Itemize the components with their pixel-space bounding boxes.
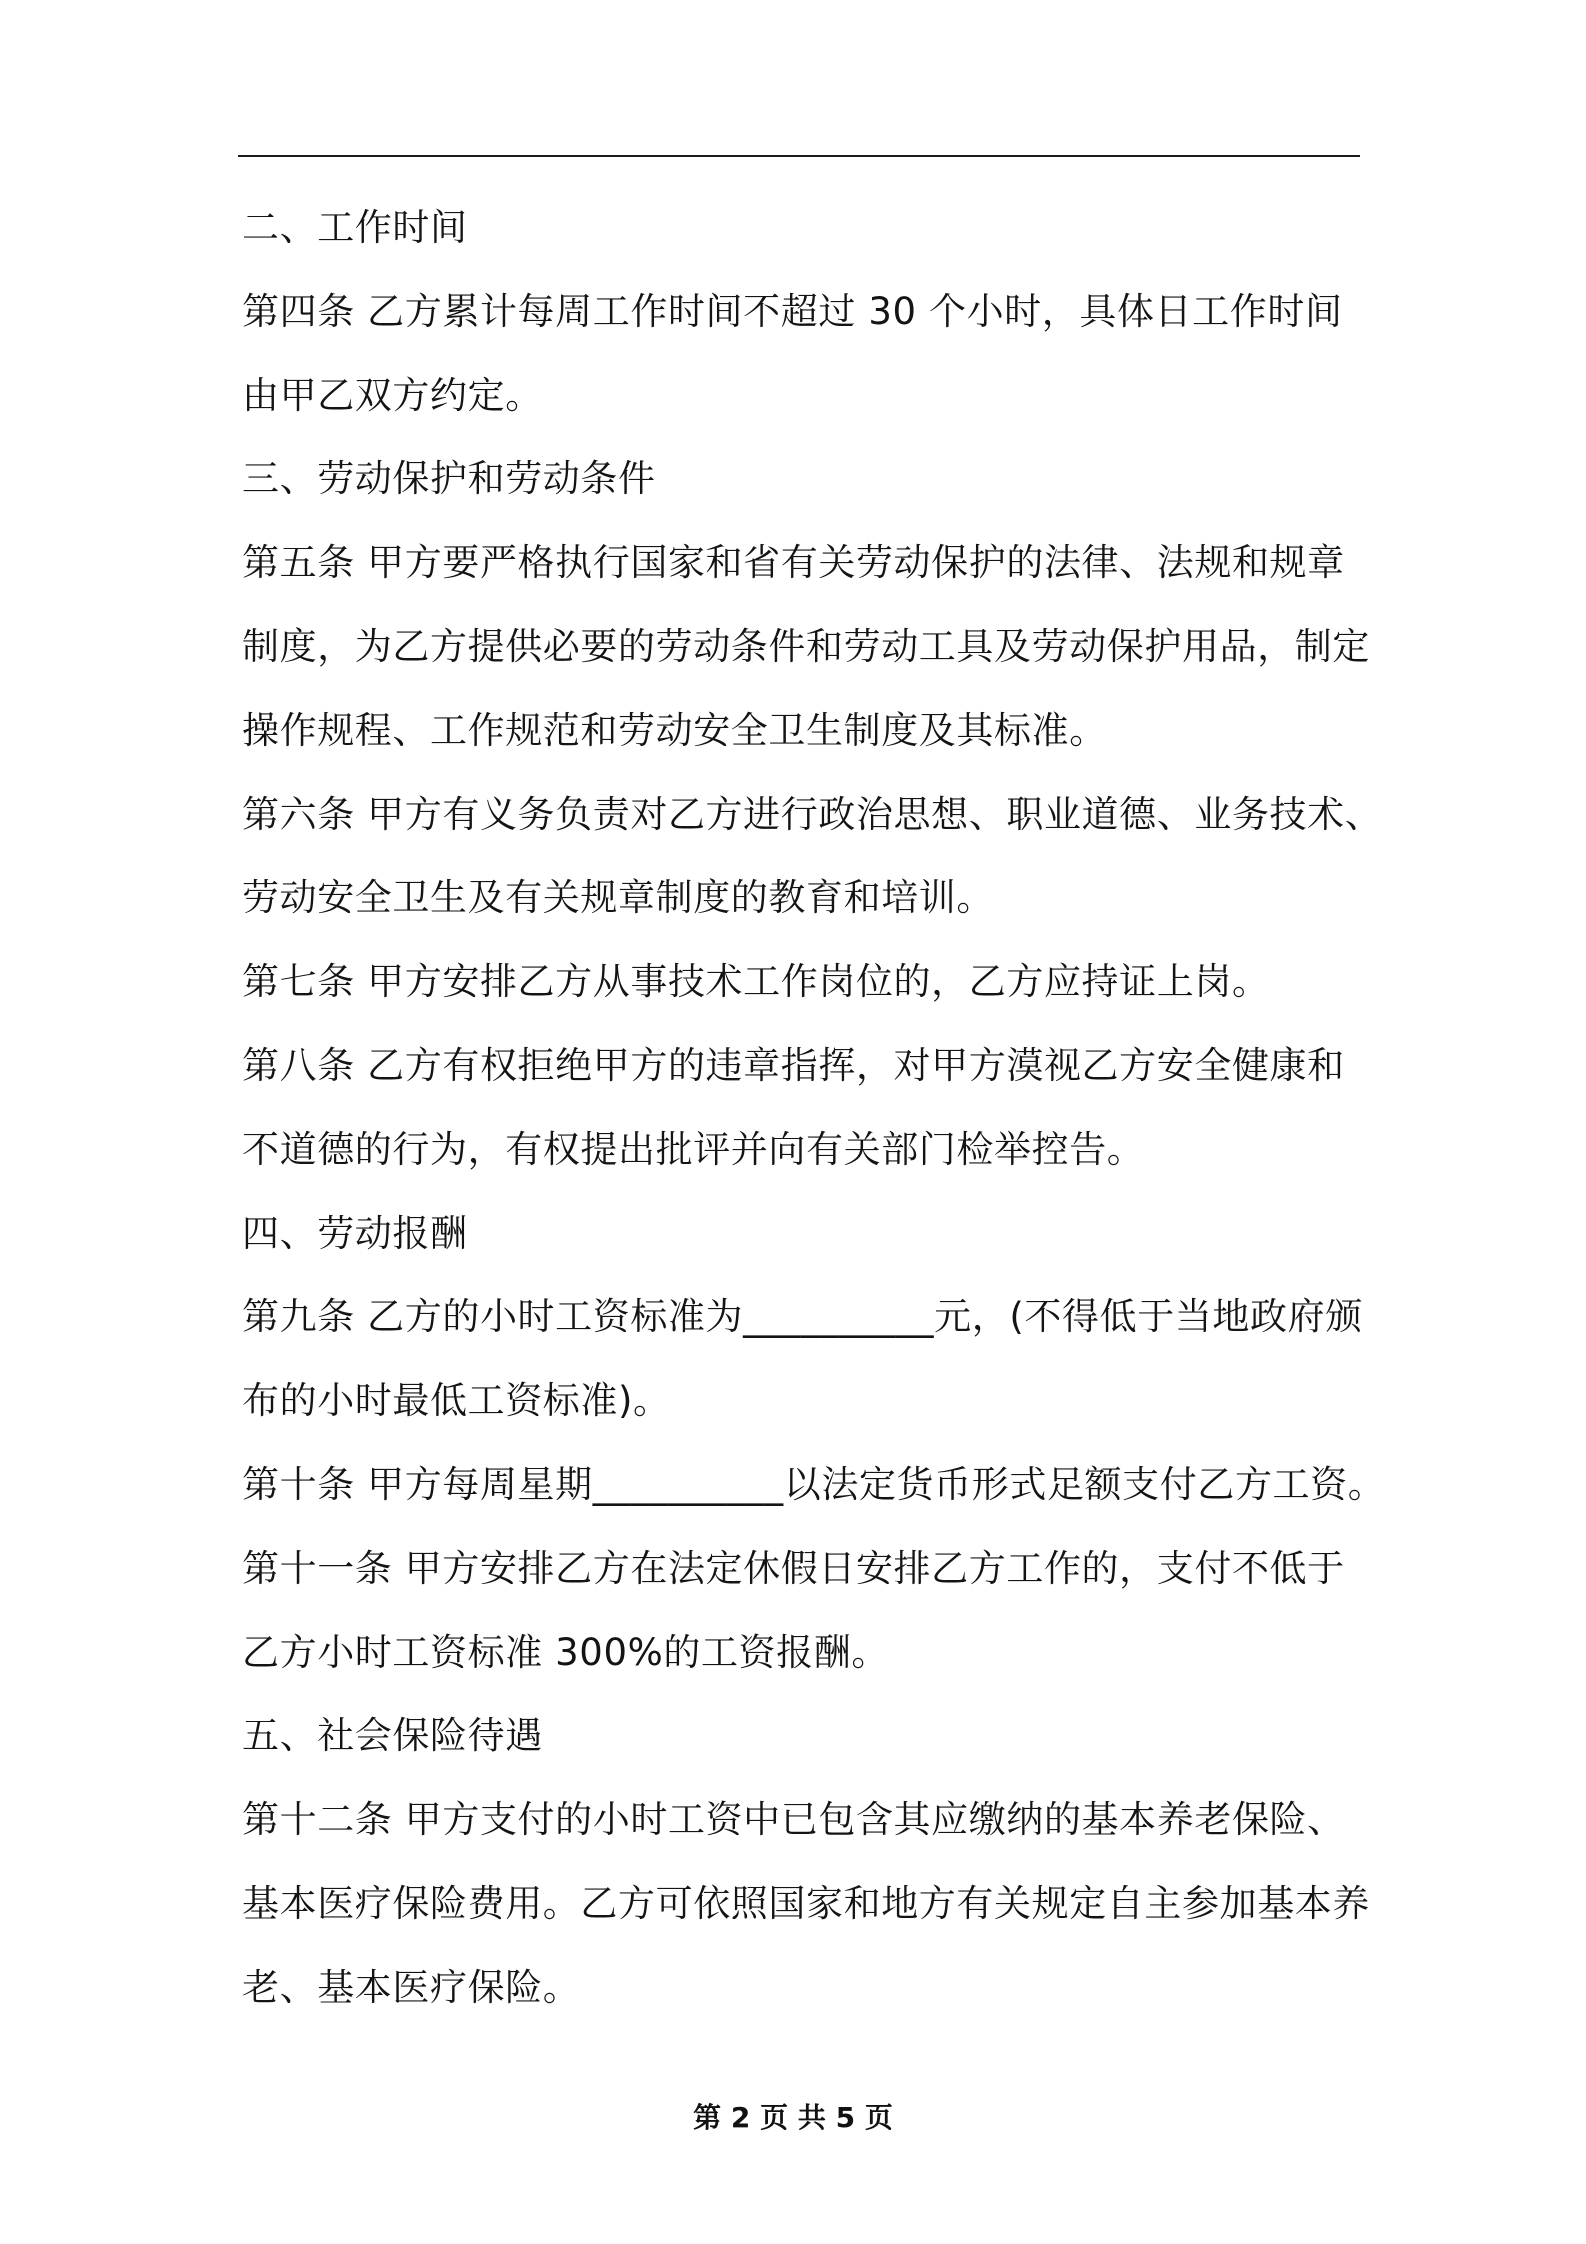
article-line: 基本医疗保险费用。乙方可依照国家和地方有关规定自主参加基本养 [242,1881,1370,1925]
article-line: 第六条 甲方有义务负责对乙方进行政治思想、职业道德、业务技术、 [242,792,1383,836]
article-line: 第七条 甲方安排乙方从事技术工作岗位的，乙方应持证上岗。 [242,960,1270,1004]
article-line: 第九条 乙方的小时工资标准为__________元，(不得低于当地政府颁 [242,1295,1363,1339]
section-heading: 四、劳动报酬 [242,1211,468,1255]
article-line: 第十条 甲方每周星期__________以法定货币形式足额支付乙方工资。 [242,1462,1386,1506]
article-11 [242,1527,1442,1695]
article-12 [242,1778,1442,2029]
section-heading: 三、劳动保护和劳动条件 [242,457,656,501]
article-line: 第五条 甲方要严格执行国家和省有关劳动保护的法律、法规和规章 [242,541,1345,585]
article-9 [242,1275,1442,1443]
section-heading: 五、社会保险待遇 [242,1714,543,1758]
section-labor-protection [242,437,1442,1191]
article-4 [242,270,1442,438]
article-line: 劳动安全卫生及有关规章制度的教育和培训。 [242,876,994,920]
article-line: 第十二条 甲方支付的小时工资中已包含其应缴纳的基本养老保险、 [242,1798,1345,1842]
article-line: 第八条 乙方有权拒绝甲方的违章指挥，对甲方漠视乙方安全健康和 [242,1043,1345,1087]
article-5 [242,521,1442,772]
article-7 [242,940,1442,1024]
document-body [242,186,1442,2030]
article-line: 第十一条 甲方安排乙方在法定休假日安排乙方工作的，支付不低于 [242,1546,1345,1590]
section-heading: 二、工作时间 [242,206,468,249]
article-6 [242,773,1442,941]
article-10 [242,1443,1442,1527]
header-rule [238,155,1360,157]
article-line: 布的小时最低工资标准)。 [242,1379,671,1423]
article-line: 乙方小时工资标准 300%的工资报酬。 [242,1630,889,1674]
article-line: 由甲乙双方约定。 [242,373,543,417]
article-line: 不道德的行为，有权提出批评并向有关部门检举控告。 [242,1127,1145,1171]
section-remuneration [242,1192,1442,1695]
article-line: 第四条 乙方累计每周工作时间不超过 30 个小时，具体日工作时间 [242,289,1343,333]
page-number-footer: 第 2 页 共 5 页 [693,2101,893,2134]
article-line: 制度，为乙方提供必要的劳动条件和劳动工具及劳动保护用品，制定 [242,624,1370,668]
article-line: 老、基本医疗保险。 [242,1965,581,2009]
article-8 [242,1024,1442,1192]
section-social-insurance [242,1694,1442,2029]
section-working-hours [242,186,1442,437]
article-line: 操作规程、工作规范和劳动安全卫生制度及其标准。 [242,708,1107,752]
